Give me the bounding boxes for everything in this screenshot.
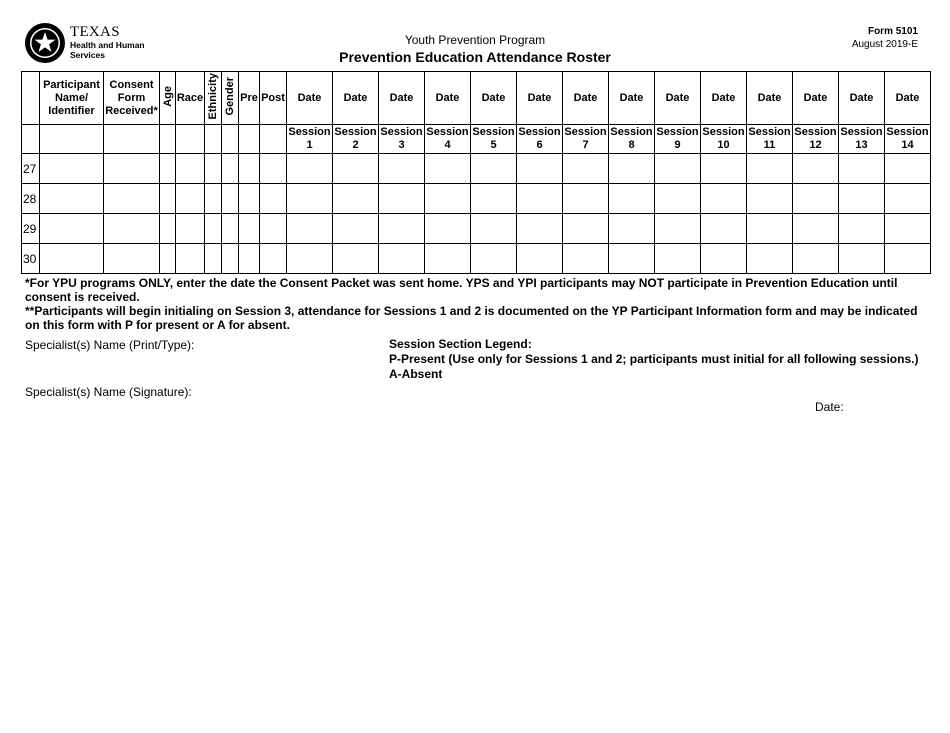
entry-cell[interactable] [333,184,379,214]
form-number: Form 5101 [867,26,918,37]
entry-cell[interactable] [701,184,747,214]
entry-cell[interactable] [471,244,517,274]
entry-cell[interactable] [222,154,239,184]
row-number: 28 [22,184,40,214]
entry-cell[interactable] [104,214,160,244]
consent-note: *For YPU programs ONLY, enter the date the Consent Packet was sent home. YPS and YPI participants may NOT participate in Prevention Education until consent is received. [25,276,898,304]
entry-cell[interactable] [239,184,260,214]
entry-cell[interactable] [793,154,839,184]
date-label: Date: [815,400,844,414]
entry-cell[interactable] [425,184,471,214]
entry-cell[interactable] [839,184,885,214]
initialing-note: **Participants will begin initialing on Session 3, attendance for Sessions 1 and 2 is documented on the YP Participant Information form and may be indicated on this form with P for present or A for absent. [25,304,918,332]
roster-body [22,154,931,274]
session-header-9: Session 9 [655,125,701,154]
entry-cell[interactable] [379,244,425,274]
program-name: Youth Prevention Program [404,33,546,47]
session-header-1: Session 1 [287,125,333,154]
session-row [22,125,931,154]
entry-cell[interactable] [40,244,104,274]
session-header-8: Session 8 [609,125,655,154]
pre-header: Pre [239,72,260,125]
consent-header: Consent Form Received* [104,72,160,125]
entry-cell[interactable] [260,184,287,214]
entry-cell[interactable] [333,154,379,184]
session-header-11: Session 11 [747,125,793,154]
entry-cell[interactable] [885,154,931,184]
legend-absent: A-Absent [389,367,443,381]
header-row [22,72,931,125]
entry-cell[interactable] [222,244,239,274]
gender-header: Gender [222,72,239,125]
logo-dept-line-2: Services [70,50,105,60]
form-date: August 2019-E [851,39,918,50]
entry-cell[interactable] [333,214,379,244]
entry-cell[interactable] [104,244,160,274]
entry-cell[interactable] [793,244,839,274]
date-header-5: Date [471,72,517,125]
table-row [22,214,931,244]
entry-cell[interactable] [747,214,793,244]
entry-cell[interactable] [885,184,931,214]
entry-cell[interactable] [379,184,425,214]
entry-cell[interactable] [425,244,471,274]
session-header-3: Session 3 [379,125,425,154]
entry-cell[interactable] [379,154,425,184]
entry-cell[interactable] [563,244,609,274]
entry-cell[interactable] [701,214,747,244]
entry-cell[interactable] [563,184,609,214]
entry-cell[interactable] [517,244,563,274]
date-header-11: Date [747,72,793,125]
session-header-2: Session 2 [333,125,379,154]
entry-cell[interactable] [260,214,287,244]
notes [25,276,930,332]
table-row [22,184,931,214]
session-header-12: Session 12 [793,125,839,154]
entry-cell[interactable] [176,184,205,214]
specialist-signature-label: Specialist(s) Name (Signature): [25,385,192,399]
entry-cell[interactable] [160,154,176,184]
ethnicity-header: Ethnicity [205,72,222,125]
session-legend [389,337,918,382]
session-header-6: Session 6 [517,125,563,154]
attendance-roster-table [21,71,931,274]
form-id [852,25,918,51]
entry-cell[interactable] [104,154,160,184]
row-number: 29 [22,214,40,244]
specialist-print-label: Specialist(s) Name (Print/Type): [25,338,195,352]
entry-cell[interactable] [176,244,205,274]
entry-cell[interactable] [563,214,609,244]
date-header-8: Date [609,72,655,125]
race-header: Race [176,72,205,125]
date-header-9: Date [655,72,701,125]
entry-cell[interactable] [885,214,931,244]
session-header-13: Session 13 [839,125,885,154]
entry-cell[interactable] [793,214,839,244]
entry-cell[interactable] [205,184,222,214]
entry-cell[interactable] [160,214,176,244]
post-header: Post [260,72,287,125]
entry-cell[interactable] [40,154,104,184]
entry-cell[interactable] [160,184,176,214]
entry-cell[interactable] [655,244,701,274]
entry-cell[interactable] [160,244,176,274]
entry-cell[interactable] [379,214,425,244]
entry-cell[interactable] [471,184,517,214]
entry-cell[interactable] [176,214,205,244]
entry-cell[interactable] [609,244,655,274]
entry-cell[interactable] [40,214,104,244]
entry-cell[interactable] [287,184,333,214]
entry-cell[interactable] [609,154,655,184]
date-header-4: Date [425,72,471,125]
session-header-4: Session 4 [425,125,471,154]
entry-cell[interactable] [287,244,333,274]
entry-cell[interactable] [205,214,222,244]
page-title: Prevention Education Attendance Roster [339,49,611,65]
row-number-header [22,72,40,125]
session-header-5: Session 5 [471,125,517,154]
entry-cell[interactable] [104,184,160,214]
entry-cell[interactable] [471,214,517,244]
entry-cell[interactable] [701,154,747,184]
entry-cell[interactable] [239,214,260,244]
entry-cell[interactable] [205,154,222,184]
entry-cell[interactable] [40,184,104,214]
entry-cell[interactable] [239,244,260,274]
row-number: 27 [22,154,40,184]
entry-cell[interactable] [609,214,655,244]
entry-cell[interactable] [517,214,563,244]
entry-cell[interactable] [287,154,333,184]
entry-cell[interactable] [205,244,222,274]
logo-state-name: TEXAS [70,24,120,40]
entry-cell[interactable] [471,154,517,184]
entry-cell[interactable] [793,184,839,214]
entry-cell[interactable] [222,184,239,214]
entry-cell[interactable] [563,154,609,184]
entry-cell[interactable] [839,244,885,274]
entry-cell[interactable] [176,154,205,184]
entry-cell[interactable] [747,184,793,214]
entry-cell[interactable] [655,184,701,214]
entry-cell[interactable] [701,244,747,274]
entry-cell[interactable] [517,154,563,184]
date-header-6: Date [517,72,563,125]
entry-cell[interactable] [655,154,701,184]
date-header-14: Date [885,72,931,125]
date-header-10: Date [701,72,747,125]
entry-cell[interactable] [260,244,287,274]
age-header: Age [160,72,176,125]
entry-cell[interactable] [747,244,793,274]
entry-cell[interactable] [287,214,333,244]
entry-cell[interactable] [655,214,701,244]
entry-cell[interactable] [425,154,471,184]
row-number: 30 [22,244,40,274]
session-header-7: Session 7 [563,125,609,154]
entry-cell[interactable] [747,154,793,184]
entry-cell[interactable] [425,214,471,244]
date-header-12: Date [793,72,839,125]
session-header-14: Session 14 [885,125,931,154]
entry-cell[interactable] [517,184,563,214]
date-header-2: Date [333,72,379,125]
date-header-1: Date [287,72,333,125]
participant-header: Participant Name/ Identifier [40,72,104,125]
session-header-10: Session 10 [701,125,747,154]
date-header-3: Date [379,72,425,125]
legend-title: Session Section Legend: [389,337,532,351]
date-header-7: Date [563,72,609,125]
table-row [22,154,931,184]
entry-cell[interactable] [609,184,655,214]
entry-cell[interactable] [333,244,379,274]
entry-cell[interactable] [260,154,287,184]
entry-cell[interactable] [839,154,885,184]
logo-dept-line-1: Health and Human [70,40,145,50]
entry-cell[interactable] [239,154,260,184]
entry-cell[interactable] [222,214,239,244]
legend-present: P-Present (Use only for Sessions 1 and 2; participants must initial for all following sessions.) [389,352,919,366]
entry-cell[interactable] [839,214,885,244]
date-header-13: Date [839,72,885,125]
table-row [22,244,931,274]
entry-cell[interactable] [885,244,931,274]
